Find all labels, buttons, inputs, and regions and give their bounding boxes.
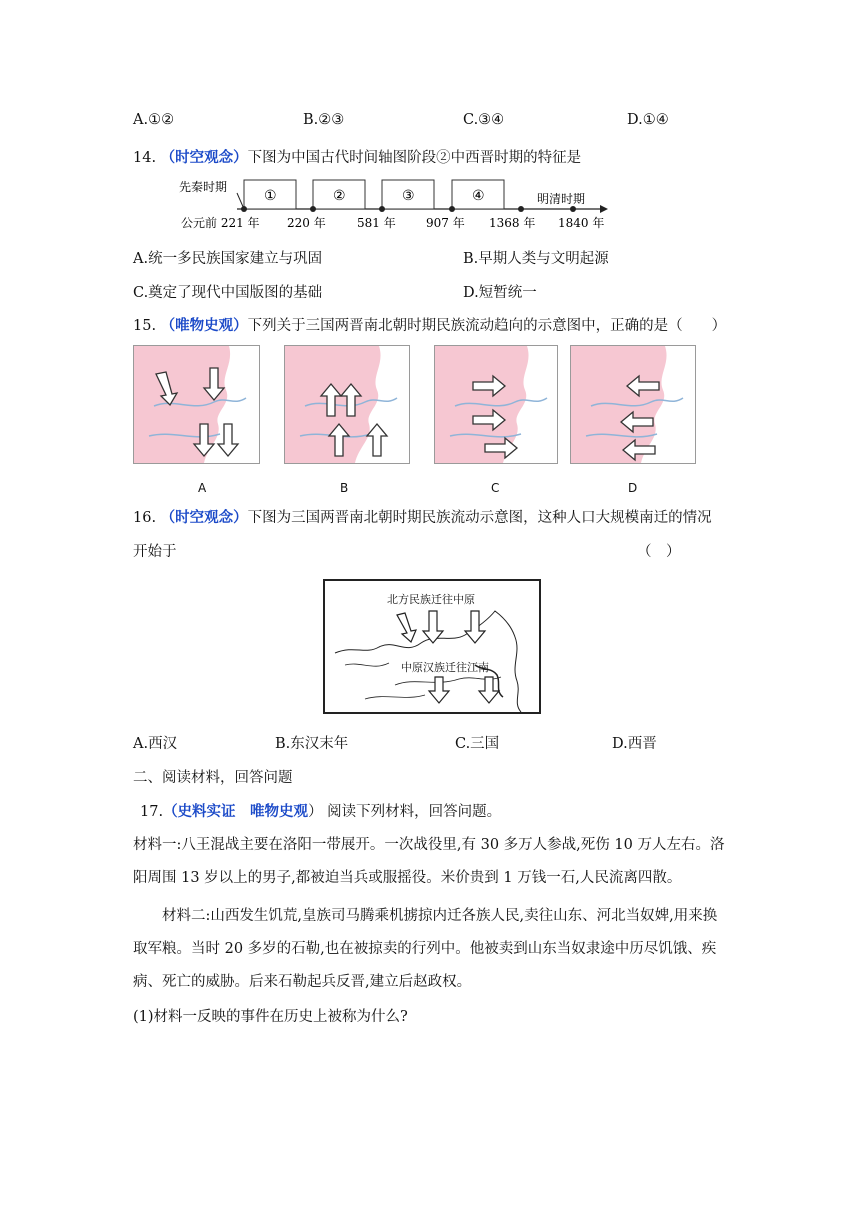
timeline-tick-3: 581 年 xyxy=(357,216,396,230)
q16-option-d: D.西晋 xyxy=(612,736,657,752)
q17-material1-line1: 材料一:八王混战主要在洛阳一带展开。一次战役里,有 30 多万人参战,死伤 10 万人左右。洛 xyxy=(133,837,725,853)
map-b-label: B xyxy=(340,481,349,495)
q17-material2-line2: 取军粮。当时 20 多岁的石勒,也在被掠卖的行列中。他被卖到山东当奴隶途中历尽饥饿、疾 xyxy=(133,941,717,957)
timeline-tick-2: 220 年 xyxy=(287,216,326,230)
q16-text: 下图为三国两晋南北朝时期民族流动示意图，这种人口大规模南迁的情况 xyxy=(247,510,712,526)
q16-option-c: C.三国 xyxy=(455,736,500,752)
q13-option-b: B.②③ xyxy=(303,112,345,128)
q17-material1-line2: 阳周围 13 岁以上的男子,都被迫当兵或服摇役。米价贵到 1 万钱一石,人民流离四散。 xyxy=(133,870,682,886)
map-a xyxy=(133,345,260,464)
q14-text: 下图为中国古代时间轴图阶段②中西晋时期的特征是 xyxy=(247,150,582,166)
q16-tag: （时空观念） xyxy=(160,509,248,526)
q13-option-a: A.①② xyxy=(133,112,175,128)
timeline-tick-6: 1840 年 xyxy=(558,216,605,230)
section-2-heading: 二、阅读材料，回答问题 xyxy=(133,770,293,786)
q16-map-label-south: 中原汉族迁往江南 xyxy=(401,661,489,674)
q17-tag-close: ） xyxy=(308,804,323,820)
q16-stem-line2: 开始于 xyxy=(133,544,177,560)
q17-number: 17. xyxy=(140,804,164,820)
q16-number: 16. xyxy=(133,510,157,526)
q14-option-c: C.奠定了现代中国版图的基础 xyxy=(133,285,323,301)
q15-number: 15. xyxy=(133,318,157,334)
q13-option-c: C.③④ xyxy=(463,112,505,128)
q15-text: 下列关于三国两晋南北朝时期民族流动趋向的示意图中，正确的是（ ） xyxy=(247,318,727,334)
q16-option-b: B.东汉末年 xyxy=(275,736,349,752)
map-b xyxy=(284,345,410,464)
q14-option-a: A.统一多民族国家建立与巩固 xyxy=(133,251,323,267)
q15-tag: （唯物史观） xyxy=(160,317,248,334)
timeline-tick-4: 907 年 xyxy=(426,216,465,230)
map-c-label: C xyxy=(491,481,500,495)
timeline-tick-1: 公元前 221 年 xyxy=(181,216,260,230)
q17-material2-line3: 病、死亡的威胁。后来石勒起兵反晋,建立后赵政权。 xyxy=(133,974,472,990)
q16-map-label-north: 北方民族迁往中原 xyxy=(387,593,475,606)
timeline-segment-2-label: ② xyxy=(333,188,346,204)
q17-tag: （史料实证 唯物史观 xyxy=(163,803,309,820)
q14-number: 14. xyxy=(133,150,157,166)
q14-option-b: B.早期人类与文明起源 xyxy=(463,251,609,267)
q14-stem xyxy=(133,146,581,167)
timeline-segment-3-label: ③ xyxy=(402,188,415,204)
q16-map xyxy=(323,579,541,714)
q17-text: 阅读下列材料，回答问题。 xyxy=(327,804,502,820)
q17-question-1: (1)材料一反映的事件在历史上被称为什么? xyxy=(133,1009,408,1025)
timeline-segment-1-label: ① xyxy=(264,188,277,204)
q14-option-d: D.短暂统一 xyxy=(463,285,537,301)
map-a-label: A xyxy=(198,481,207,495)
q16-answer-bracket: （ ） xyxy=(637,544,681,560)
q17-stem xyxy=(140,800,501,821)
map-d-label: D xyxy=(628,481,638,495)
q17-material2-line1: 材料二:山西发生饥荒,皇族司马腾乘机掳掠内迁各族人民,卖往山东、河北当奴婢,用来换 xyxy=(162,908,718,924)
map-d xyxy=(570,345,696,464)
timeline-segment-4-label: ④ xyxy=(472,188,485,204)
q14-timeline xyxy=(175,173,615,235)
q15-stem xyxy=(133,314,726,335)
q14-tag: （时空观念） xyxy=(160,149,248,166)
q13-option-d: D.①④ xyxy=(627,112,669,128)
timeline-end-label: 明清时期 xyxy=(537,192,586,206)
map-c xyxy=(434,345,558,464)
timeline-tick-5: 1368 年 xyxy=(489,216,536,230)
q16-option-a: A.西汉 xyxy=(133,736,178,752)
timeline-start-label: 先秦时期 xyxy=(179,180,228,194)
q16-stem-line1 xyxy=(133,506,712,527)
